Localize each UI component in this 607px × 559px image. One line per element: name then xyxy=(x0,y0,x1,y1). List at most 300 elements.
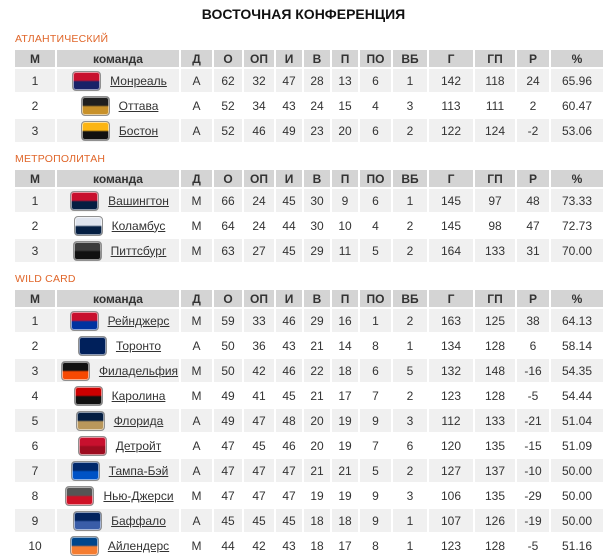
team-cell xyxy=(57,189,179,212)
place-cell: 5 xyxy=(15,409,55,432)
stat-cell: 44 xyxy=(214,534,242,557)
stat-cell: 45 xyxy=(244,434,274,457)
stat-cell: 50.00 xyxy=(551,509,603,532)
stat-cell: 126 xyxy=(475,509,515,532)
column-header: ГП xyxy=(475,290,515,307)
stat-cell: 49 xyxy=(214,409,242,432)
team-logo-icon xyxy=(74,216,103,236)
stat-cell: 46 xyxy=(244,119,274,142)
column-header: В xyxy=(304,50,330,67)
table-row xyxy=(15,434,603,457)
stat-cell: 66 xyxy=(214,189,242,212)
team-link[interactable]: Айлендерс xyxy=(107,538,170,553)
stat-cell: 31 xyxy=(517,239,549,262)
stat-cell: 19 xyxy=(332,434,358,457)
stat-cell: -29 xyxy=(517,484,549,507)
stat-cell: 9 xyxy=(360,509,391,532)
stat-cell: 41 xyxy=(244,384,274,407)
column-header: ОП xyxy=(244,290,274,307)
stat-cell: 47 xyxy=(517,214,549,237)
column-header: ВБ xyxy=(393,170,427,187)
stat-cell: 163 xyxy=(429,309,473,332)
stat-cell: 4 xyxy=(360,94,391,117)
stat-cell: 145 xyxy=(429,214,473,237)
stat-cell: 5 xyxy=(360,459,391,482)
column-header: П xyxy=(332,170,358,187)
header-row xyxy=(15,290,603,307)
stat-cell: 27 xyxy=(244,239,274,262)
stat-cell: 6 xyxy=(360,189,391,212)
stat-cell: М xyxy=(181,239,212,262)
stat-cell: 133 xyxy=(475,239,515,262)
stat-cell: 5 xyxy=(360,239,391,262)
place-cell: 2 xyxy=(15,94,55,117)
stat-cell: 47 xyxy=(214,459,242,482)
division-section xyxy=(13,273,607,559)
stat-cell: 10 xyxy=(332,214,358,237)
team-logo-icon xyxy=(72,71,101,91)
stat-cell: 20 xyxy=(304,409,330,432)
stat-cell: 38 xyxy=(517,309,549,332)
stat-cell: 1 xyxy=(393,534,427,557)
stat-cell: 24 xyxy=(517,69,549,92)
stat-cell: А xyxy=(181,509,212,532)
team-logo-icon xyxy=(61,361,90,381)
stat-cell: 47 xyxy=(214,434,242,457)
stat-cell: А xyxy=(181,119,212,142)
stat-cell: 44 xyxy=(276,214,302,237)
column-header: О xyxy=(214,170,242,187)
stat-cell: 123 xyxy=(429,534,473,557)
stat-cell: М xyxy=(181,309,212,332)
team-logo-icon xyxy=(70,191,99,211)
team-logo-icon xyxy=(70,536,99,556)
stat-cell: 29 xyxy=(304,239,330,262)
team-logo-icon xyxy=(65,486,94,506)
stat-cell: 6 xyxy=(360,359,391,382)
team-link[interactable]: Детройт xyxy=(115,438,162,453)
table-row xyxy=(15,309,603,332)
team-link[interactable]: Баффало xyxy=(111,513,166,528)
column-header: ОП xyxy=(244,50,274,67)
column-header: % xyxy=(551,170,603,187)
stat-cell: 9 xyxy=(360,409,391,432)
sections-container xyxy=(0,33,607,559)
standings-table xyxy=(13,48,605,144)
stat-cell: 47 xyxy=(276,459,302,482)
stat-cell: 11 xyxy=(332,239,358,262)
stat-cell: М xyxy=(181,384,212,407)
stat-cell: 22 xyxy=(304,359,330,382)
team-cell xyxy=(57,309,179,332)
stat-cell: 113 xyxy=(429,94,473,117)
column-header: команда xyxy=(57,290,179,307)
stat-cell: 13 xyxy=(332,69,358,92)
table-row xyxy=(15,94,603,117)
stat-cell: 65.96 xyxy=(551,69,603,92)
stat-cell: 127 xyxy=(429,459,473,482)
team-logo-icon xyxy=(73,511,102,531)
table-row xyxy=(15,484,603,507)
stat-cell: 54.44 xyxy=(551,384,603,407)
stat-cell: 118 xyxy=(475,69,515,92)
stat-cell: 111 xyxy=(475,94,515,117)
stat-cell: 3 xyxy=(393,94,427,117)
stat-cell: 1 xyxy=(360,309,391,332)
stat-cell: 43 xyxy=(276,534,302,557)
stat-cell: 128 xyxy=(475,534,515,557)
stat-cell: 46 xyxy=(276,434,302,457)
table-row xyxy=(15,189,603,212)
stat-cell: 43 xyxy=(276,94,302,117)
stat-cell: 45 xyxy=(276,384,302,407)
place-cell: 4 xyxy=(15,384,55,407)
stat-cell: 106 xyxy=(429,484,473,507)
stat-cell: 3 xyxy=(393,484,427,507)
team-cell xyxy=(57,94,179,117)
stat-cell: 9 xyxy=(360,484,391,507)
stat-cell: 53.06 xyxy=(551,119,603,142)
standings-table xyxy=(13,168,605,264)
stat-cell: 4 xyxy=(360,214,391,237)
team-link[interactable]: Каролина xyxy=(111,388,166,403)
stat-cell: -5 xyxy=(517,384,549,407)
stat-cell: 64 xyxy=(214,214,242,237)
team-link[interactable]: Торонто xyxy=(115,338,162,353)
stat-cell: 142 xyxy=(429,69,473,92)
team-link[interactable]: Тампа-Бэй xyxy=(108,463,169,478)
place-cell: 2 xyxy=(15,214,55,237)
stat-cell: 8 xyxy=(360,534,391,557)
stat-cell: А xyxy=(181,69,212,92)
place-cell: 8 xyxy=(15,484,55,507)
stat-cell: 50.00 xyxy=(551,484,603,507)
stat-cell: 46 xyxy=(276,309,302,332)
team-logo-icon xyxy=(81,121,110,141)
team-link[interactable]: Рейнджерс xyxy=(107,313,170,328)
stat-cell: 33 xyxy=(244,309,274,332)
stat-cell: 51.09 xyxy=(551,434,603,457)
stat-cell: 30 xyxy=(304,189,330,212)
stat-cell: 17 xyxy=(332,534,358,557)
stat-cell: 50.00 xyxy=(551,459,603,482)
column-header: ОП xyxy=(244,170,274,187)
stat-cell: 32 xyxy=(244,69,274,92)
stat-cell: 34 xyxy=(244,94,274,117)
division-label: АТЛАНТИЧЕСКИЙ xyxy=(15,33,109,45)
column-header: ГП xyxy=(475,50,515,67)
stat-cell: 6 xyxy=(360,69,391,92)
stat-cell: А xyxy=(181,434,212,457)
stat-cell: 45 xyxy=(276,239,302,262)
stat-cell: 42 xyxy=(244,534,274,557)
table-row xyxy=(15,119,603,142)
column-header: О xyxy=(214,50,242,67)
stat-cell: 50 xyxy=(214,334,242,357)
team-cell xyxy=(57,534,179,557)
stat-cell: 15 xyxy=(332,94,358,117)
stat-cell: 24 xyxy=(244,189,274,212)
stat-cell: 2 xyxy=(393,239,427,262)
stat-cell: 97 xyxy=(475,189,515,212)
stat-cell: 21 xyxy=(304,334,330,357)
stat-cell: 30 xyxy=(304,214,330,237)
stat-cell: 134 xyxy=(429,334,473,357)
stat-cell: 125 xyxy=(475,309,515,332)
column-header: О xyxy=(214,290,242,307)
stat-cell: 19 xyxy=(332,409,358,432)
stat-cell: 23 xyxy=(304,119,330,142)
column-header: ГП xyxy=(475,170,515,187)
column-header: П xyxy=(332,290,358,307)
stat-cell: -21 xyxy=(517,409,549,432)
stat-cell: 122 xyxy=(429,119,473,142)
stat-cell: 20 xyxy=(304,434,330,457)
column-header: М xyxy=(15,290,55,307)
division-section xyxy=(13,153,607,264)
stat-cell: 28 xyxy=(304,69,330,92)
stat-cell: 137 xyxy=(475,459,515,482)
column-header: % xyxy=(551,290,603,307)
column-header: ВБ xyxy=(393,50,427,67)
team-logo-icon xyxy=(81,96,110,116)
stat-cell: 2 xyxy=(393,119,427,142)
stat-cell: А xyxy=(181,94,212,117)
stat-cell: М xyxy=(181,214,212,237)
stat-cell: 45 xyxy=(276,189,302,212)
stat-cell: -15 xyxy=(517,434,549,457)
header-row xyxy=(15,50,603,67)
column-header: Р xyxy=(517,170,549,187)
column-header: ПО xyxy=(360,290,391,307)
stat-cell: 36 xyxy=(244,334,274,357)
stat-cell: 64.13 xyxy=(551,309,603,332)
stat-cell: 8 xyxy=(360,334,391,357)
stat-cell: 2 xyxy=(393,309,427,332)
team-cell xyxy=(57,409,179,432)
stat-cell: 98 xyxy=(475,214,515,237)
place-cell: 2 xyxy=(15,334,55,357)
team-logo-icon xyxy=(73,241,102,261)
table-row xyxy=(15,459,603,482)
stat-cell: М xyxy=(181,534,212,557)
stat-cell: 72.73 xyxy=(551,214,603,237)
stat-cell: 107 xyxy=(429,509,473,532)
stat-cell: А xyxy=(181,459,212,482)
team-link[interactable]: Филадельфия xyxy=(98,363,179,378)
stat-cell: 7 xyxy=(360,434,391,457)
page-title: ВОСТОЧНАЯ КОНФЕРЕНЦИЯ xyxy=(201,6,406,22)
table-row xyxy=(15,334,603,357)
place-cell: 1 xyxy=(15,309,55,332)
stat-cell: 45 xyxy=(276,509,302,532)
stat-cell: 19 xyxy=(304,484,330,507)
team-link[interactable]: Питтсбург xyxy=(110,243,167,258)
column-header: Д xyxy=(181,170,212,187)
stat-cell: М xyxy=(181,359,212,382)
column-header: Г xyxy=(429,50,473,67)
stat-cell: 2 xyxy=(393,384,427,407)
stat-cell: 1 xyxy=(393,189,427,212)
stat-cell: 145 xyxy=(429,189,473,212)
stat-cell: 135 xyxy=(475,484,515,507)
stat-cell: 24 xyxy=(244,214,274,237)
stat-cell: 3 xyxy=(393,409,427,432)
column-header: М xyxy=(15,50,55,67)
column-header: Г xyxy=(429,290,473,307)
stat-cell: 48 xyxy=(517,189,549,212)
stat-cell: 17 xyxy=(332,384,358,407)
stat-cell: 120 xyxy=(429,434,473,457)
team-cell xyxy=(57,359,179,382)
column-header: В xyxy=(304,170,330,187)
division-label: МЕТРОПОЛИТАН xyxy=(15,153,106,165)
stat-cell: 47 xyxy=(276,484,302,507)
stat-cell: 60.47 xyxy=(551,94,603,117)
team-logo-icon xyxy=(78,336,107,356)
stat-cell: 124 xyxy=(475,119,515,142)
stat-cell: 164 xyxy=(429,239,473,262)
division-label: WILD CARD xyxy=(15,273,76,285)
column-header: ПО xyxy=(360,170,391,187)
stat-cell: 54.35 xyxy=(551,359,603,382)
place-cell: 3 xyxy=(15,239,55,262)
stat-cell: 1 xyxy=(393,334,427,357)
stat-cell: 51.04 xyxy=(551,409,603,432)
stat-cell: 46 xyxy=(276,359,302,382)
stat-cell: 6 xyxy=(393,434,427,457)
column-header: команда xyxy=(57,170,179,187)
header-row xyxy=(15,170,603,187)
team-cell xyxy=(57,334,179,357)
column-header: Р xyxy=(517,50,549,67)
column-header: Д xyxy=(181,290,212,307)
stat-cell: 128 xyxy=(475,334,515,357)
stat-cell: 52 xyxy=(214,94,242,117)
table-row xyxy=(15,214,603,237)
stat-cell: 47 xyxy=(244,459,274,482)
column-header: В xyxy=(304,290,330,307)
stat-cell: 9 xyxy=(332,189,358,212)
standings-table xyxy=(13,288,605,559)
stat-cell: 51.16 xyxy=(551,534,603,557)
stat-cell: -19 xyxy=(517,509,549,532)
team-link[interactable]: Оттава xyxy=(118,98,159,113)
stat-cell: А xyxy=(181,409,212,432)
place-cell: 6 xyxy=(15,434,55,457)
place-cell: 3 xyxy=(15,119,55,142)
team-logo-icon xyxy=(70,311,99,331)
stat-cell: 6 xyxy=(360,119,391,142)
team-link[interactable]: Нью-Джерси xyxy=(103,488,174,503)
place-cell: 9 xyxy=(15,509,55,532)
stat-cell: 45 xyxy=(214,509,242,532)
column-header: Д xyxy=(181,50,212,67)
stat-cell: 49 xyxy=(276,119,302,142)
stat-cell: 52 xyxy=(214,119,242,142)
stat-cell: 2 xyxy=(517,94,549,117)
column-header: И xyxy=(276,290,302,307)
stat-cell: 133 xyxy=(475,409,515,432)
stat-cell: 63 xyxy=(214,239,242,262)
stat-cell: 18 xyxy=(332,509,358,532)
table-row xyxy=(15,239,603,262)
team-link[interactable]: Флорида xyxy=(113,413,164,428)
stat-cell: 16 xyxy=(332,309,358,332)
stat-cell: 21 xyxy=(332,459,358,482)
stat-cell: 123 xyxy=(429,384,473,407)
stat-cell: 18 xyxy=(304,534,330,557)
stat-cell: 21 xyxy=(304,459,330,482)
place-cell: 1 xyxy=(15,189,55,212)
team-logo-icon xyxy=(71,461,100,481)
stat-cell: 2 xyxy=(393,214,427,237)
stat-cell: 73.33 xyxy=(551,189,603,212)
stat-cell: 135 xyxy=(475,434,515,457)
table-row xyxy=(15,534,603,557)
stat-cell: 47 xyxy=(244,484,274,507)
stat-cell: М xyxy=(181,484,212,507)
team-logo-icon xyxy=(78,436,107,456)
team-cell xyxy=(57,434,179,457)
team-logo-icon xyxy=(76,411,105,431)
stat-cell: 47 xyxy=(244,409,274,432)
team-cell xyxy=(57,459,179,482)
stat-cell: 47 xyxy=(214,484,242,507)
stat-cell: 18 xyxy=(332,359,358,382)
column-header: % xyxy=(551,50,603,67)
stat-cell: 50 xyxy=(214,359,242,382)
column-header: Г xyxy=(429,170,473,187)
column-header: Р xyxy=(517,290,549,307)
table-row xyxy=(15,409,603,432)
stat-cell: 59 xyxy=(214,309,242,332)
team-link[interactable]: Бостон xyxy=(118,123,159,138)
team-cell xyxy=(57,484,179,507)
column-header: ВБ xyxy=(393,290,427,307)
stat-cell: 49 xyxy=(214,384,242,407)
stat-cell: 1 xyxy=(393,69,427,92)
column-header: И xyxy=(276,170,302,187)
table-row xyxy=(15,384,603,407)
stat-cell: 128 xyxy=(475,384,515,407)
stat-cell: 21 xyxy=(304,384,330,407)
team-cell xyxy=(57,214,179,237)
column-header: И xyxy=(276,50,302,67)
team-link[interactable]: Вашингтон xyxy=(108,193,169,208)
stat-cell: -2 xyxy=(517,119,549,142)
team-cell xyxy=(57,69,179,92)
team-link[interactable]: Коламбус xyxy=(111,218,166,233)
stat-cell: 58.14 xyxy=(551,334,603,357)
stat-cell: А xyxy=(181,334,212,357)
place-cell: 1 xyxy=(15,69,55,92)
team-cell xyxy=(57,119,179,142)
stat-cell: 132 xyxy=(429,359,473,382)
stat-cell: 43 xyxy=(276,334,302,357)
table-row xyxy=(15,359,603,382)
column-header: М xyxy=(15,170,55,187)
team-link[interactable]: Монреаль xyxy=(110,73,167,88)
stat-cell: 19 xyxy=(332,484,358,507)
stat-cell: 47 xyxy=(276,69,302,92)
stat-cell: 48 xyxy=(276,409,302,432)
stat-cell: 2 xyxy=(393,459,427,482)
stat-cell: -10 xyxy=(517,459,549,482)
stat-cell: 20 xyxy=(332,119,358,142)
stat-cell: М xyxy=(181,189,212,212)
column-header: П xyxy=(332,50,358,67)
